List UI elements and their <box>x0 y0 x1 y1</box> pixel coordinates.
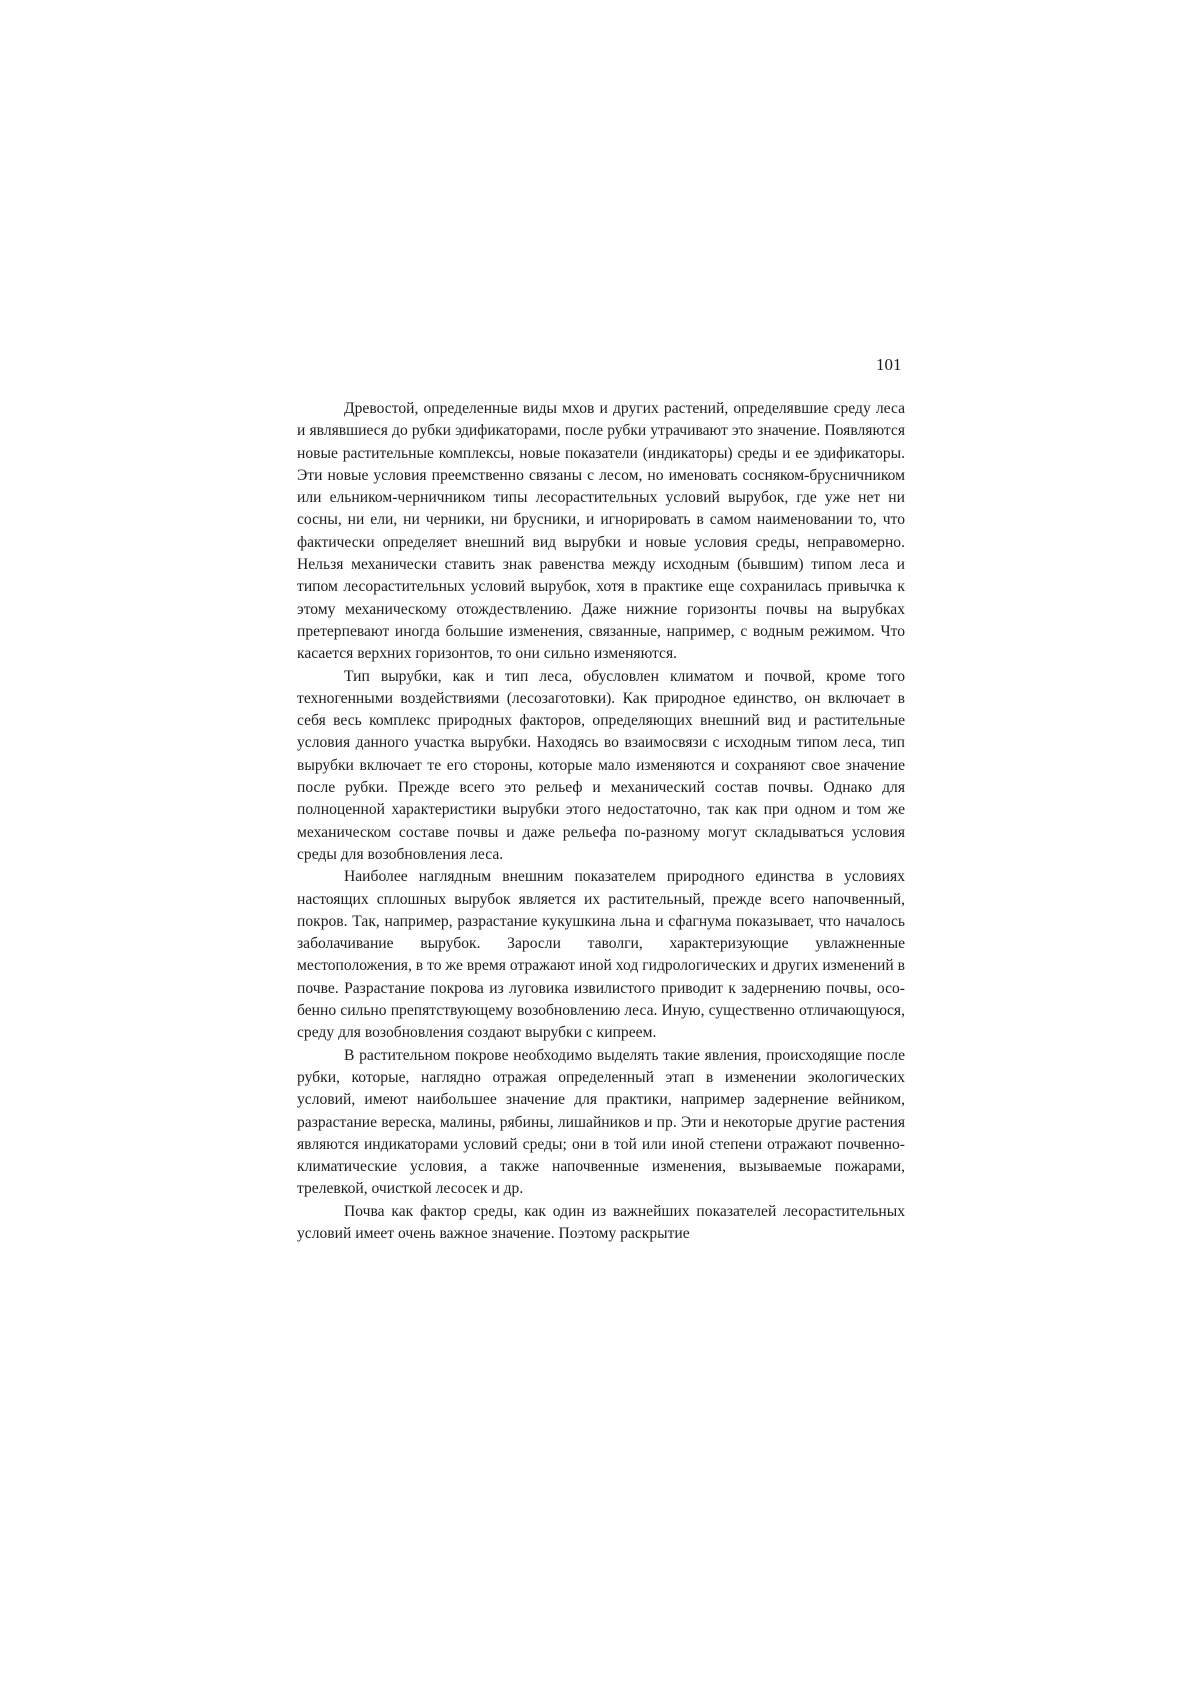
paragraph: В растительном покрове необходимо выделять такие явления, происходящие после рубки, которые, наглядно отражая определенный этап в изменении экологических условий, имеют наибольшее значение для практики, например задернение вейником, разрастание вереска, малины, рябины, лишайников и пр. Эти и некоторые другие растения являются индикаторами условий среды; они в той или иной степени отражают почвенно-климатические условия, а также напочвенные изменения, вызываемые пожарами, трелевкой, очисткой лесосек и др. <box>297 1046 905 1198</box>
paragraph: Древостой, определенные виды мхов и других растений, определявшие среду леса и являвшиеся до рубки эдификаторами, после рубки утрачивают это значение. Появляются новые растительные комплексы, новые показатели (индикаторы) среды и ее эдификаторы. Эти новые условия преемственно связаны с лесом, но именовать сосняком-брусничником или ельником-черничником типы лесорастительных условий вырубок, где уже нет ни сосны, ни ели, ни черники, ни брусники, и игнорировать в самом наименовании то, что фактически определяет внешний вид вырубки и новые условия среды, неправомерно. Нельзя механически ставить знак равенства между исходным (бывшим) типом леса и типом лесорастительных условий вырубок, хотя в практике еще сохранилась привычка к этому механическому отождествлению. Даже нижние горизонты почвы на вырубках претерпевают иногда большие изменения, связанные, например, с водным режимом. Что касается верхних горизонтов, то они сильно изменяются. <box>297 400 905 663</box>
paragraph: Наиболее наглядным внешним показателем природного единства в условиях настоящих сплошных вырубок является их растительный, прежде всего напочвенный, покров. Так, например, разрастание кукушкина льна и сфагнума показывает, что началось заболачивание вырубок. Заросли таволги, характеризующие увлажненные местоположения, в то же время отражают иной ход гидрологических и других изменений в почве. Разрастание покрова из луговика извилистого приводит к задернению почвы, особенно сильно препятствующему возобновлению леса. Иную, существенно отличающуюся, среду для возобновления создают вырубки с кипреем. <box>297 868 905 1042</box>
body-text <box>297 398 905 1245</box>
page-number: 101 <box>876 355 902 374</box>
paragraph: Почва как фактор среды, как один из важнейших показателей лесорастительных условий имеет очень важное значение. Поэтому раскрытие <box>297 1202 905 1242</box>
paragraph: Тип вырубки, как и тип леса, обусловлен климатом и почвой, кроме того техногенными воздействиями (лесозаготовки). Как природное единство, он включает в себя весь комплекс природных факторов, определяющих внешний вид и растительные условия данного участка вырубки. Находясь во взаимосвязи с исходным типом леса, тип вырубки включает те его стороны, которые мало изменяются и сохраняют свое значение после рубки. Прежде всего это рельеф и механический состав почвы. Однако для полноценной характеристики вырубки этого недостаточно, так как при одном и том же механическом составе почвы и даже рельефа по-разному могут складываться условия среды для возобновления леса. <box>297 667 905 863</box>
